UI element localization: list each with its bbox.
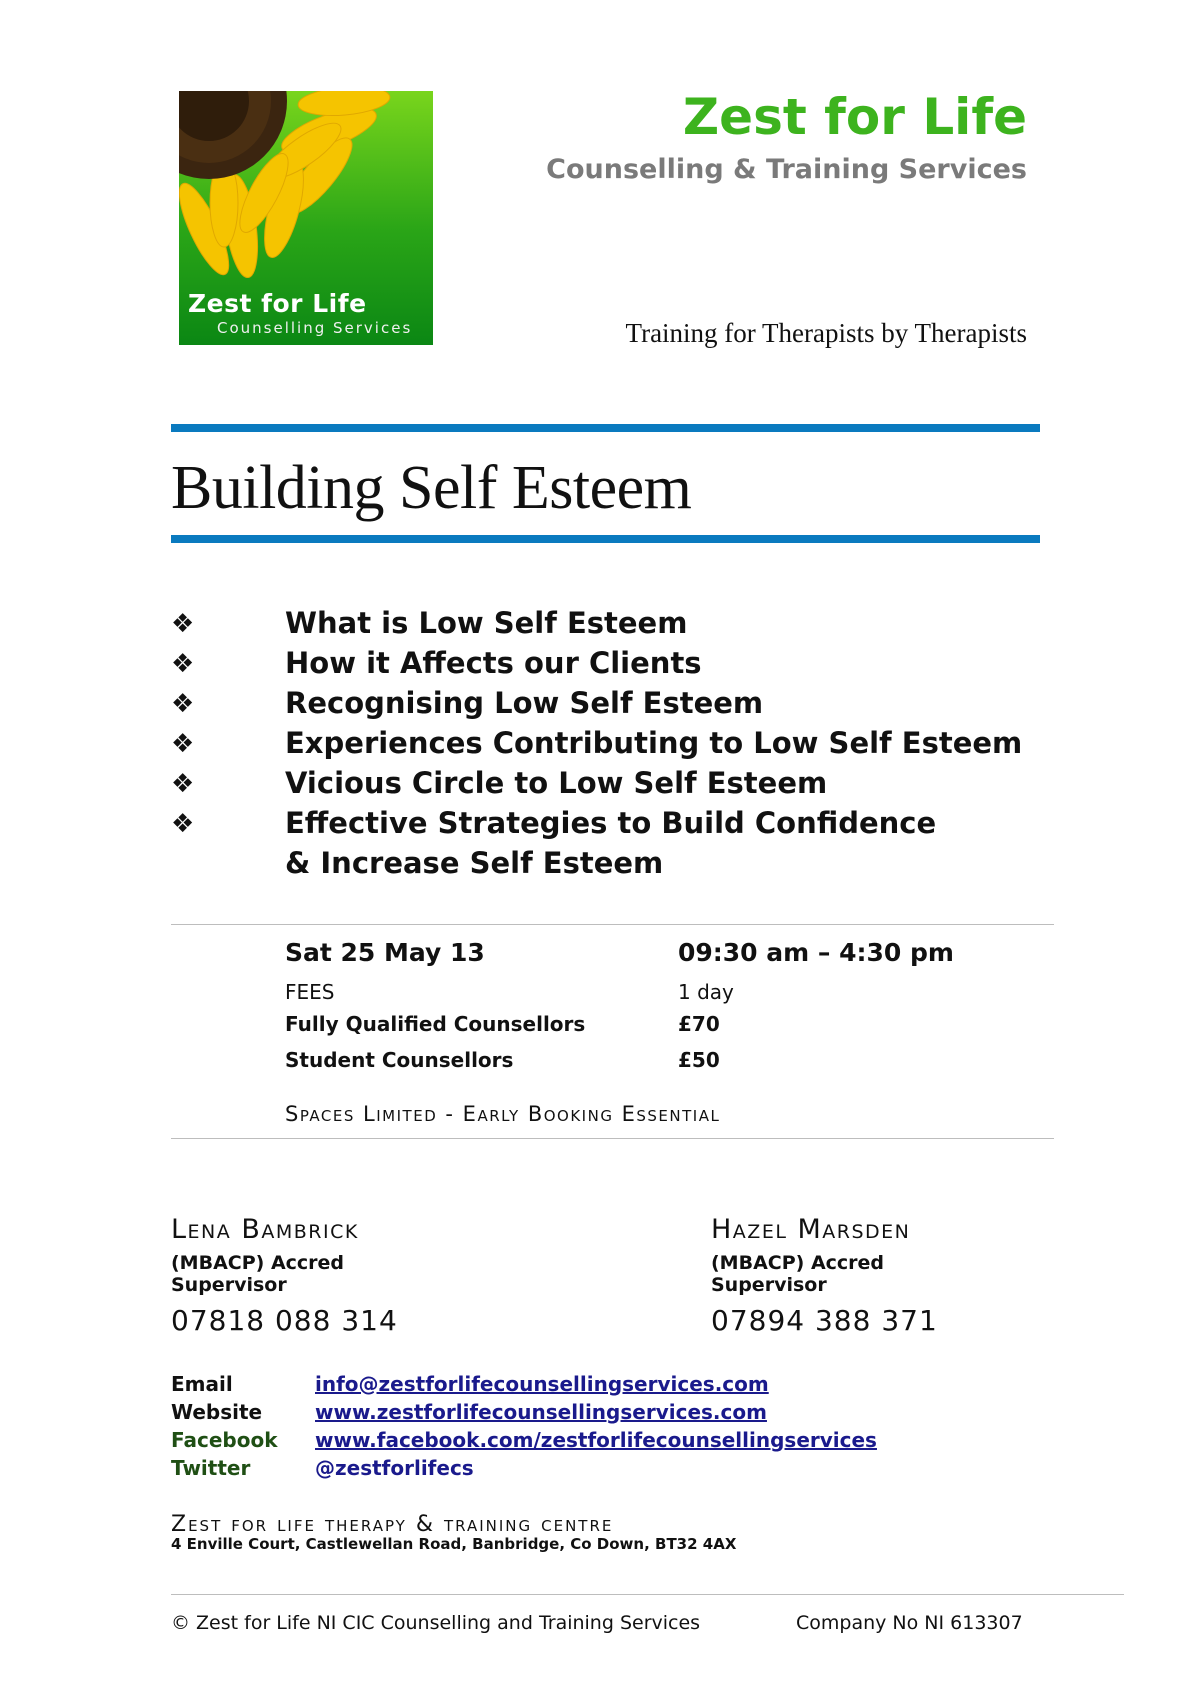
divider	[171, 924, 1054, 925]
list-item	[171, 845, 1071, 885]
title-rule-bottom	[171, 535, 1040, 543]
list-item	[171, 645, 1071, 685]
contact-name: Lena Bambrick	[171, 1214, 359, 1245]
centre-name: Zest for life therapy & training centre	[171, 1512, 614, 1537]
website-link[interactable]: www.zestforlifecounsellingservices.com	[315, 1400, 767, 1424]
diamond-bullet-icon: ❖	[171, 808, 195, 838]
contact-cred-line: (MBACP) Accred	[711, 1252, 885, 1274]
event-duration: 1 day	[678, 980, 734, 1004]
centre-address: 4 Enville Court, Castlewellan Road, Banbridge, Co Down, BT32 4AX	[171, 1535, 737, 1553]
twitter-handle[interactable]: @zestforlifecs	[315, 1456, 474, 1480]
brand-title: Zest for Life	[682, 88, 1027, 146]
divider	[171, 1138, 1054, 1139]
facebook-link[interactable]: www.facebook.com/zestforlifecounsellingservices	[315, 1428, 877, 1452]
footer-company-number: Company No NI 613307	[796, 1612, 1023, 1634]
page-title: Building Self Esteem	[171, 454, 692, 522]
logo	[179, 91, 433, 345]
diamond-bullet-icon: ❖	[171, 688, 195, 718]
contact-phone: 07894 388 371	[711, 1304, 938, 1337]
facebook-label: Facebook	[171, 1428, 278, 1452]
diamond-bullet-icon: ❖	[171, 768, 195, 798]
topic-text: & Increase Self Esteem	[285, 846, 664, 880]
logo-title: Zest for Life	[188, 289, 367, 318]
event-time: 09:30 am – 4:30 pm	[678, 938, 954, 967]
topic-text: Experiences Contributing to Low Self Esteem	[285, 726, 1023, 760]
student-label: Student Counsellors	[285, 1048, 514, 1072]
twitter-label: Twitter	[171, 1456, 251, 1480]
topic-text: Recognising Low Self Esteem	[285, 686, 764, 720]
brand-subtitle: Counselling & Training Services	[546, 154, 1027, 185]
topic-text: How it Affects our Clients	[285, 646, 702, 680]
student-price: £50	[678, 1048, 720, 1072]
topic-text: What is Low Self Esteem	[285, 606, 688, 640]
contact-phone: 07818 088 314	[171, 1304, 398, 1337]
qualified-price: £70	[678, 1012, 720, 1036]
website-label: Website	[171, 1400, 263, 1424]
topic-text: Vicious Circle to Low Self Esteem	[285, 766, 828, 800]
list-item	[171, 685, 1071, 725]
title-rule-top	[171, 424, 1040, 432]
event-date: Sat 25 May 13	[285, 938, 485, 967]
topic-text: Effective Strategies to Build Confidence	[285, 806, 937, 840]
contact-credentials	[711, 1252, 884, 1296]
topic-list	[171, 605, 1071, 885]
contact-name: Hazel Marsden	[711, 1214, 911, 1245]
spaces-note: Spaces Limited - Early Booking Essential	[285, 1102, 721, 1126]
diamond-bullet-icon: ❖	[171, 728, 195, 758]
list-item	[171, 765, 1071, 805]
fees-label: FEES	[285, 980, 335, 1004]
footer-divider	[171, 1594, 1124, 1595]
list-item	[171, 805, 1071, 845]
contact-cred-line: Supervisor	[171, 1274, 287, 1296]
diamond-bullet-icon: ❖	[171, 648, 195, 678]
qualified-label: Fully Qualified Counsellors	[285, 1012, 586, 1036]
list-item	[171, 605, 1071, 645]
tagline: Training for Therapists by Therapists	[625, 318, 1027, 348]
contact-cred-line: (MBACP) Accred	[171, 1252, 345, 1274]
email-link[interactable]: info@zestforlifecounsellingservices.com	[315, 1372, 769, 1396]
logo-subtitle: Counselling Services	[217, 319, 413, 337]
diamond-bullet-icon: ❖	[171, 608, 195, 638]
email-label: Email	[171, 1372, 233, 1396]
list-item	[171, 725, 1071, 765]
contact-cred-line: Supervisor	[711, 1274, 827, 1296]
contact-credentials	[171, 1252, 344, 1296]
footer-copyright: © Zest for Life NI CIC Counselling and Training Services	[171, 1612, 701, 1634]
